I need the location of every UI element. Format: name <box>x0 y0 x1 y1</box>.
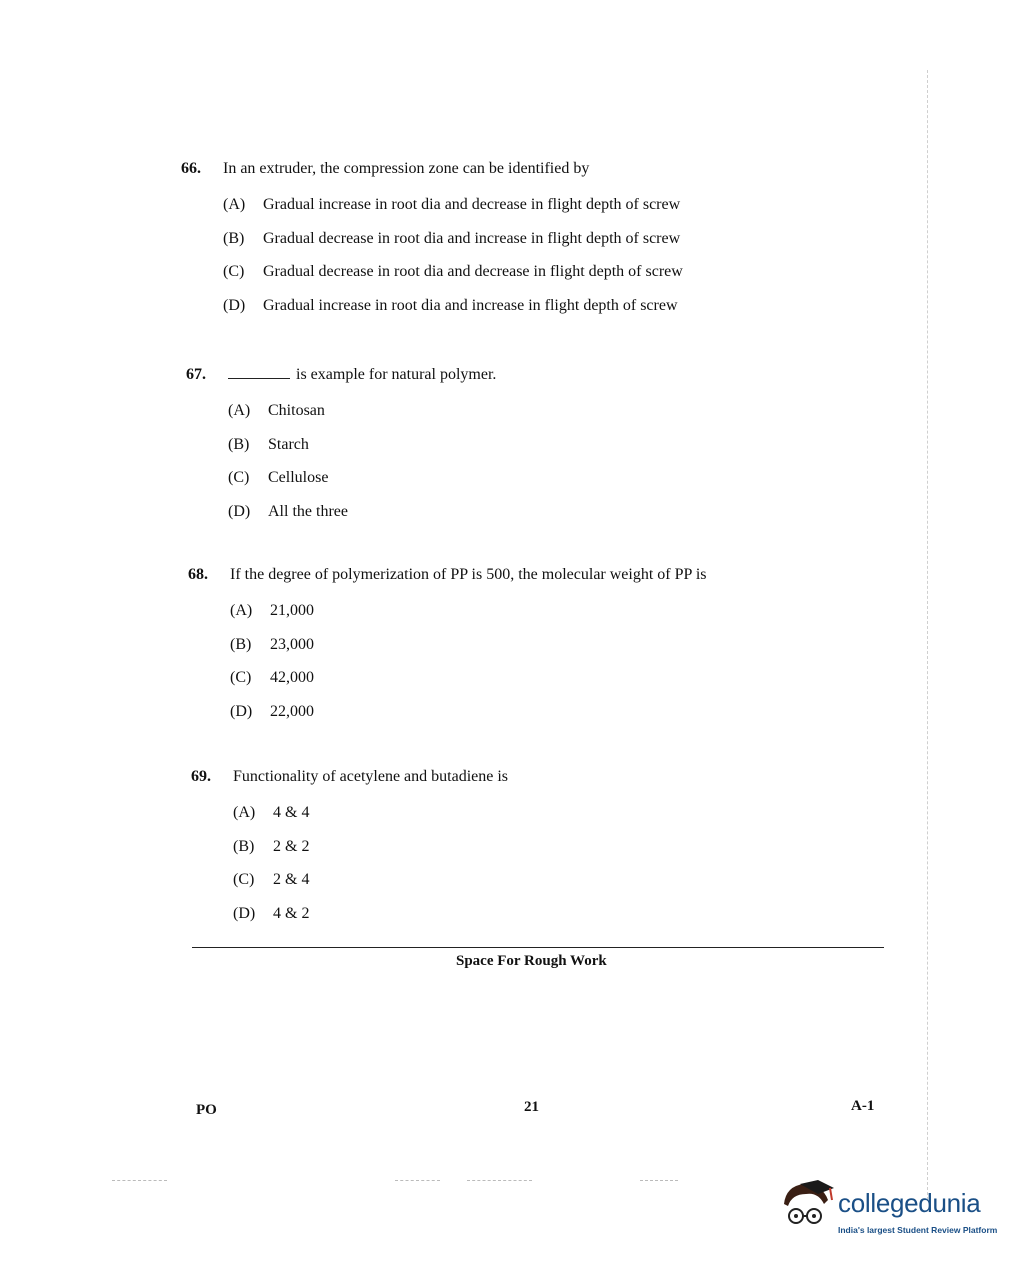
option-c <box>228 469 496 503</box>
option-label: (A) <box>228 402 251 419</box>
option-c <box>230 669 707 703</box>
option-text: Starch <box>268 435 309 453</box>
option-label: (D) <box>228 502 251 520</box>
collegedunia-watermark <box>778 1178 1008 1250</box>
option-text: All the three <box>268 502 348 520</box>
option-label: (A) <box>223 196 246 213</box>
option-text: 4 & 2 <box>273 904 310 922</box>
option-text: Cellulose <box>268 469 329 486</box>
page-number: 21 <box>524 1099 539 1115</box>
option-label: (A) <box>230 602 253 619</box>
margin-line <box>927 70 928 1200</box>
option-text: 42,000 <box>270 669 314 686</box>
mascot-icon <box>778 1178 836 1238</box>
scan-dash <box>467 1180 532 1181</box>
option-b <box>223 230 683 264</box>
option-d <box>228 503 496 537</box>
option-b <box>228 436 496 470</box>
option-label: (C) <box>230 669 252 686</box>
option-a <box>230 602 707 636</box>
question-68 <box>188 566 707 736</box>
option-label: (B) <box>230 635 252 653</box>
option-label: (D) <box>223 296 246 314</box>
option-d <box>230 703 707 737</box>
option-list <box>230 602 707 736</box>
option-d <box>223 297 683 331</box>
option-b <box>233 838 508 872</box>
watermark-tagline: India's largest Student Review Platform <box>838 1225 998 1235</box>
option-label: (A) <box>233 804 256 821</box>
question-number: 68. <box>188 566 208 583</box>
option-text: 4 & 4 <box>273 804 310 821</box>
option-label: (D) <box>233 904 256 922</box>
option-list <box>223 196 683 330</box>
option-text: 23,000 <box>270 635 314 653</box>
option-text: 22,000 <box>270 702 314 720</box>
question-69 <box>191 768 508 938</box>
rough-work-label: Space For Rough Work <box>456 953 607 969</box>
option-text: Gradual decrease in root dia and increase in flight depth of screw <box>263 229 681 247</box>
question-number: 66. <box>181 160 201 177</box>
question-66 <box>181 160 683 330</box>
question-text: In an extruder, the compression zone can be identified by <box>223 160 590 177</box>
option-a <box>223 196 683 230</box>
option-c <box>223 263 683 297</box>
question-text: If the degree of polymerization of PP is 500, the molecular weight of PP is <box>230 566 707 583</box>
option-label: (B) <box>233 837 255 855</box>
option-text: Gradual increase in root dia and decrease in flight depth of screw <box>263 196 681 213</box>
question-text: is example for natural polymer. <box>296 366 497 383</box>
option-text: 2 & 2 <box>273 837 310 855</box>
option-text: Gradual decrease in root dia and decrease in flight depth of screw <box>263 263 683 280</box>
question-67 <box>186 366 496 536</box>
scan-dash <box>395 1180 440 1181</box>
option-label: (D) <box>230 702 253 720</box>
question-number: 69. <box>191 768 211 785</box>
option-a <box>233 804 508 838</box>
option-b <box>230 636 707 670</box>
question-text: Functionality of acetylene and butadiene is <box>233 768 509 785</box>
question-number: 67. <box>186 366 206 383</box>
option-text: Chitosan <box>268 402 325 419</box>
option-text: 21,000 <box>270 602 314 619</box>
option-list <box>228 402 496 536</box>
option-label: (B) <box>223 229 245 247</box>
option-label: (C) <box>228 469 250 486</box>
option-c <box>233 871 508 905</box>
option-text: 2 & 4 <box>273 871 310 888</box>
footer-series-code: A-1 <box>851 1098 875 1114</box>
option-label: (C) <box>223 263 245 280</box>
option-label: (C) <box>233 871 255 888</box>
scan-dash <box>640 1180 678 1181</box>
fill-in-blank <box>228 366 290 379</box>
option-text: Gradual increase in root dia and increase in flight depth of screw <box>263 296 678 314</box>
footer-subject-code: PO <box>196 1102 217 1118</box>
option-list <box>233 804 508 938</box>
option-d <box>233 905 508 939</box>
option-a <box>228 402 496 436</box>
scan-dash <box>112 1180 167 1181</box>
option-label: (B) <box>228 435 250 453</box>
rough-work-divider <box>192 947 884 948</box>
watermark-name: collegedunia <box>838 1188 981 1218</box>
